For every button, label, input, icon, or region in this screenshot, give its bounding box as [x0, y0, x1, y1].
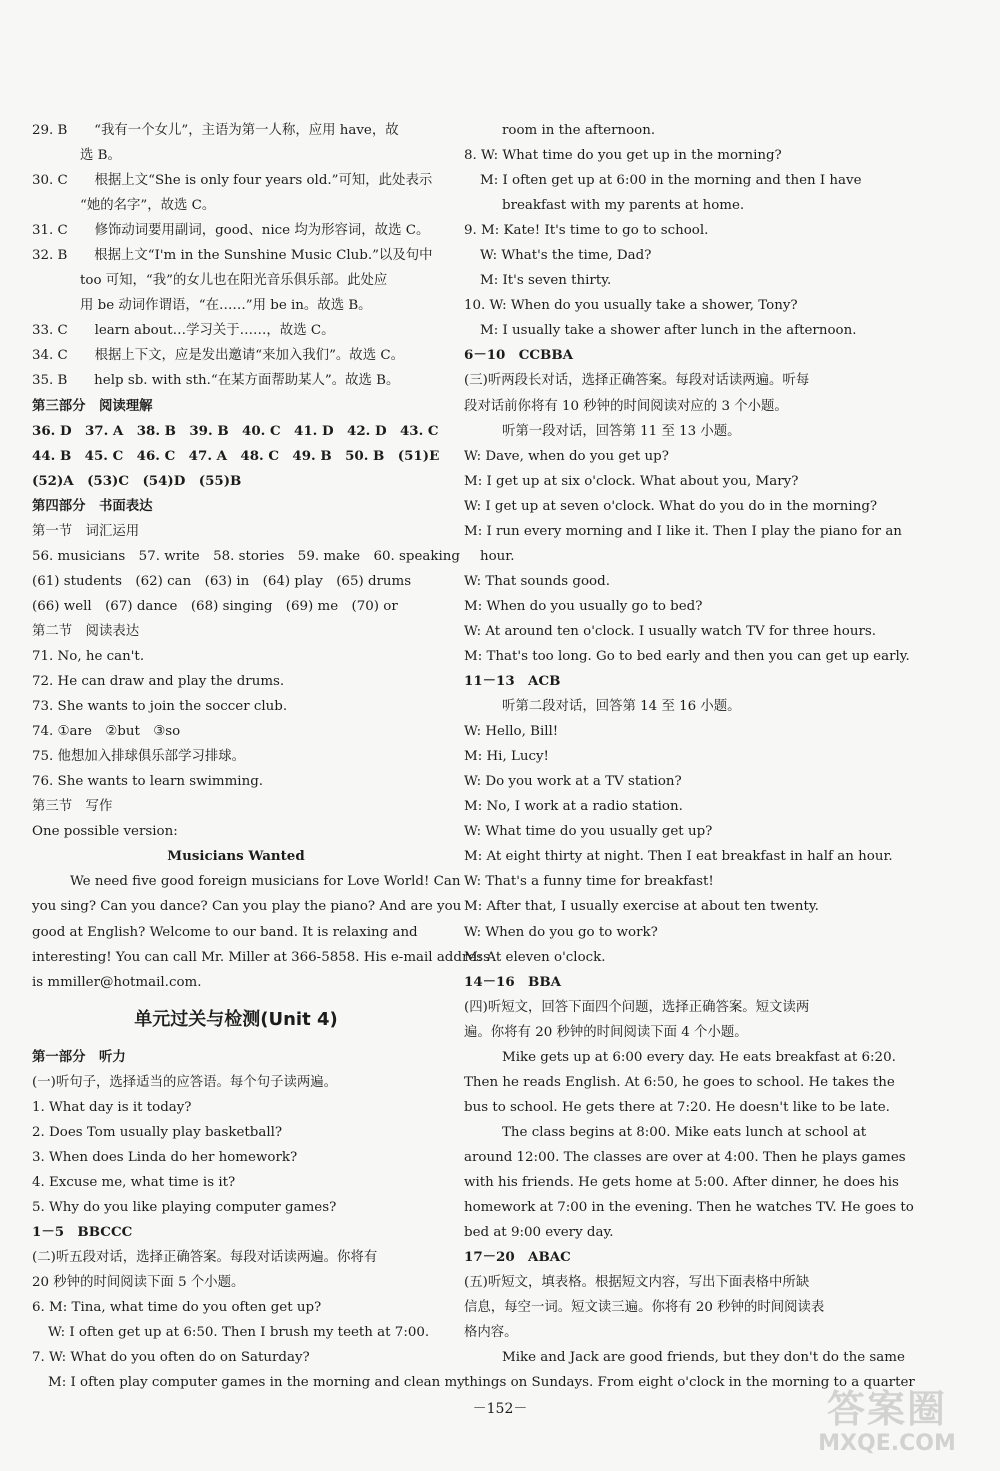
text-line: 56. musicians 57. write 58. stories 59. make 60. speaking	[32, 548, 460, 564]
text-line: room in the afternoon.	[502, 123, 656, 138]
text-line: M: I often play computer games in the morning and clean my	[48, 1375, 465, 1391]
text-line: M: I get up at six o'clock. What about you, Mary?	[464, 473, 799, 489]
text-line: We need five good foreign musicians for Love World! Can	[70, 874, 461, 890]
text-line: 73. She wants to join the soccer club.	[32, 699, 288, 715]
text-line: 4. Excuse me, what time is it?	[32, 1174, 236, 1190]
text-line: too 可知，“我”的女儿也在阳光音乐俱乐部。此处应	[80, 273, 388, 289]
text-line: Musicians Wanted	[167, 848, 305, 865]
text-line: is mmiller@hotmail.com.	[32, 974, 202, 990]
text-line: 格内容。	[464, 1325, 518, 1341]
text-line: bed at 9:00 every day.	[464, 1225, 614, 1241]
text-line: bus to school. He gets there at 7:20. He doesn't like to be late.	[464, 1099, 890, 1115]
text-line: W: What time do you usually get up?	[464, 824, 713, 840]
text-line: 35. B help sb. with sth.“在某方面帮助某人”。故选 B。	[32, 373, 400, 389]
text-line: 74. ①are ②but ③so	[32, 724, 181, 740]
text-line: 第二节 阅读表达	[32, 623, 140, 639]
text-line: Then he reads English. At 6:50, he goes to school. He takes the	[464, 1074, 895, 1090]
text-line: M: At eight thirty at night. Then I eat breakfast in half an hour.	[464, 849, 893, 865]
text-line: 9. M: Kate! It's time to go to school.	[464, 223, 709, 239]
text-line: with his friends. He gets home at 5:00. After dinner, he does his	[464, 1174, 899, 1190]
text-line: things on Sundays. From eight o'clock in the morning to a quarter	[464, 1375, 915, 1391]
text-line: 第三节 写作	[32, 799, 113, 815]
text-line: M: When do you usually go to bed?	[464, 598, 703, 614]
text-line: (五)听短文，填表格。根据短文内容，写出下面表格中所缺	[464, 1275, 810, 1291]
text-line: hour.	[480, 548, 515, 564]
text-line: 选 B。	[80, 148, 121, 164]
text-line: W: Hello, Bill!	[464, 724, 559, 740]
text-line: 第三部分 阅读理解	[32, 398, 153, 414]
text-line: (一)听句子，选择适当的应答语。每个句子读两遍。	[32, 1074, 338, 1090]
text-line: 34. C 根据上下文，应是发出邀请“来加入我们”。故选 C。	[32, 348, 404, 364]
text-line: 76. She wants to learn swimming.	[32, 774, 264, 790]
text-line: 72. He can draw and play the drums.	[32, 674, 285, 690]
text-line: 29. B “我有一个女儿”，主语为第一人称，应用 have，故	[32, 123, 399, 138]
text-line: 44. B 45. C 46. C 47. A 48. C 49. B 50. B (51)E	[32, 447, 440, 464]
text-line: 8. W: What time do you get up in the morning?	[464, 148, 782, 164]
right-column	[464, 118, 915, 1395]
text-line: W: Dave, when do you get up?	[464, 448, 669, 464]
watermark-logo: 答案圈	[826, 1387, 947, 1431]
text-line: 3. When does Linda do her homework?	[32, 1149, 298, 1165]
text-line: 31. C 修饰动词要用副词，good、nice 均为形容词，故选 C。	[32, 223, 430, 239]
text-line: 71. No, he can't.	[32, 648, 145, 664]
text-line: The class begins at 8:00. Mike eats lunch at school at	[502, 1124, 867, 1140]
text-line: breakfast with my parents at home.	[502, 198, 745, 214]
text-line: 2. Does Tom usually play basketball?	[32, 1124, 283, 1140]
text-line: 单元过关与检测(Unit 4)	[134, 1008, 338, 1030]
text-line: (61) students (62) can (63) in (64) play (65) drums	[32, 573, 412, 589]
text-line: 30. C 根据上文“She is only four years old.”可知，此处表示	[32, 173, 433, 189]
text-line: (四)听短文，回答下面四个问题，选择正确答案。短文读两	[464, 999, 810, 1015]
text-line: 听第一段对话，回答第 11 至 13 小题。	[502, 423, 741, 439]
text-line: 75. 他想加入排球俱乐部学习排球。	[32, 749, 246, 765]
text-line: 段对话前你将有 10 秒钟的时间阅读对应的 3 个小题。	[464, 398, 788, 414]
text-line: M: I usually take a shower after lunch in the afternoon.	[480, 323, 857, 339]
text-line: W: I get up at seven o'clock. What do you do in the morning?	[464, 498, 878, 514]
text-line: 遍。你将有 20 秒钟的时间阅读下面 4 个小题。	[464, 1024, 748, 1040]
text-line: 20 秒钟的时间阅读下面 5 个小题。	[32, 1275, 245, 1291]
text-line: (66) well (67) dance (68) singing (69) me (70) or	[32, 598, 398, 614]
text-line: 17－20 ABAC	[464, 1249, 571, 1266]
text-line: M: Hi, Lucy!	[464, 749, 549, 765]
text-line: M: No, I work at a radio station.	[464, 799, 683, 815]
text-line: 32. B 根据上文“I'm in the Sunshine Music Club.”以及句中	[32, 248, 433, 264]
text-line: (二)听五段对话，选择正确答案。每段对话读两遍。你将有	[32, 1250, 378, 1266]
text-line: Mike and Jack are good friends, but they don't do the same	[502, 1350, 905, 1366]
page-number: －152－	[472, 1401, 528, 1417]
text-line: you sing? Can you dance? Can you play the piano? And are you	[32, 899, 462, 915]
text-line: W: I often get up at 6:50. Then I brush my teeth at 7:00.	[48, 1325, 430, 1341]
text-line: (三)听两段长对话，选择正确答案。每段对话读两遍。听每	[464, 373, 810, 389]
text-line: M: After that, I usually exercise at about ten twenty.	[464, 899, 819, 915]
text-line: Mike gets up at 6:00 every day. He eats breakfast at 6:20.	[502, 1049, 896, 1065]
text-line: 第四部分 书面表达	[32, 498, 153, 514]
text-line: 14－16 BBA	[464, 973, 562, 990]
text-line: 36. D 37. A 38. B 39. B 40. C 41. D 42. D 43. C	[32, 422, 439, 439]
text-line: 听第二段对话，回答第 14 至 16 小题。	[502, 699, 741, 715]
text-line: 5. Why do you like playing computer games?	[32, 1199, 337, 1215]
text-line: 33. C learn about…学习关于……，故选 C。	[32, 323, 335, 339]
text-line: (52)A (53)C (54)D (55)B	[32, 472, 242, 489]
text-line: M: That's too long. Go to bed early and then you can get up early.	[464, 648, 910, 664]
text-line: W: What's the time, Dad?	[480, 248, 652, 264]
text-line: 7. W: What do you often do on Saturday?	[32, 1350, 310, 1366]
text-line: M: It's seven thirty.	[480, 273, 612, 289]
text-line: 6－10 CCBBA	[464, 347, 574, 364]
text-line: W: That's a funny time for breakfast!	[464, 874, 714, 890]
watermark	[792, 1387, 982, 1465]
text-line: good at English? Welcome to our band. It is relaxing and	[32, 924, 418, 940]
text-line: W: That sounds good.	[464, 573, 610, 589]
text-line: 1－5 BBCCC	[32, 1223, 133, 1240]
text-line: 信息，每空一词。短文读三遍。你将有 20 秒钟的时间阅读表	[464, 1300, 825, 1316]
text-line: 6. M: Tina, what time do you often get up?	[32, 1300, 322, 1316]
text-line: W: Do you work at a TV station?	[464, 774, 682, 790]
text-line: 10. W: When do you usually take a shower, Tony?	[464, 298, 798, 314]
text-line: 1. What day is it today?	[32, 1099, 192, 1115]
text-line: 用 be 动词作谓语，“在……”用 be in。故选 B。	[80, 298, 372, 314]
text-line: around 12:00. The classes are over at 4:00. Then he plays games	[464, 1149, 906, 1165]
text-line: M: I often get up at 6:00 in the morning and then I have	[480, 173, 862, 189]
text-line: W: At around ten o'clock. I usually watch TV for three hours.	[464, 623, 876, 639]
watermark-url: MXQE.COM	[818, 1431, 956, 1456]
text-line: 11－13 ACB	[464, 673, 561, 690]
text-line: “她的名字”，故选 C。	[80, 198, 216, 214]
text-line: homework at 7:00 in the evening. Then he watches TV. He goes to	[464, 1200, 914, 1216]
text-line: One possible version:	[32, 824, 178, 840]
text-line: M: At eleven o'clock.	[464, 949, 606, 965]
text-line: interesting! You can call Mr. Miller at 366-5858. His e-mail address	[32, 949, 491, 965]
text-line: 第一部分 听力	[32, 1049, 126, 1065]
text-line: W: When do you go to work?	[464, 924, 658, 940]
text-line: 第一节 词汇运用	[32, 523, 140, 539]
text-line: M: I run every morning and I like it. Then I play the piano for an	[464, 523, 902, 539]
